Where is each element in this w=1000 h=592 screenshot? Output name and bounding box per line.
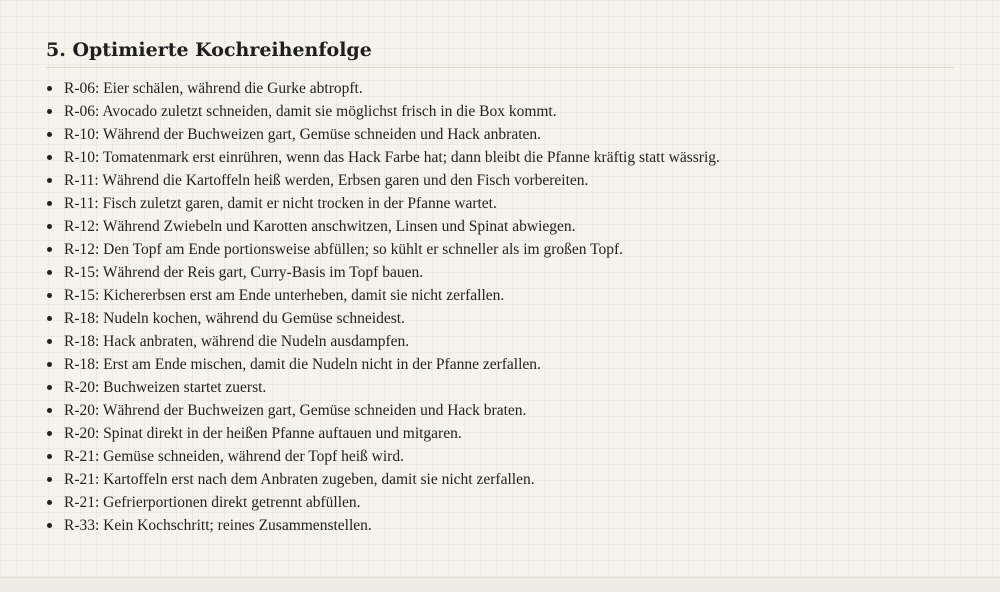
list-item xyxy=(46,284,954,307)
bullet-icon xyxy=(47,293,52,298)
list-item xyxy=(46,445,954,468)
step-text: R-18: Nudeln kochen, während du Gemüse schneidest. xyxy=(64,310,405,327)
list-item xyxy=(46,468,954,491)
bullet-icon xyxy=(47,316,52,321)
step-text: R-11: Fisch zuletzt garen, damit er nicht trocken in der Pfanne wartet. xyxy=(64,195,497,212)
step-text: R-20: Spinat direkt in der heißen Pfanne auftauen und mitgaren. xyxy=(64,425,462,442)
bullet-icon xyxy=(47,362,52,367)
bullet-icon xyxy=(47,454,52,459)
bullet-icon xyxy=(47,224,52,229)
list-item xyxy=(46,514,954,537)
step-text: R-10: Tomatenmark erst einrühren, wenn das Hack Farbe hat; dann bleibt die Pfanne kräftig statt wässrig. xyxy=(64,149,720,166)
bullet-icon xyxy=(47,155,52,160)
list-item xyxy=(46,422,954,445)
bullet-icon xyxy=(47,86,52,91)
bullet-icon xyxy=(47,270,52,275)
bullet-icon xyxy=(47,500,52,505)
step-text: R-21: Kartoffeln erst nach dem Anbraten zugeben, damit sie nicht zerfallen. xyxy=(64,471,535,488)
step-text: R-21: Gefrierportionen direkt getrennt abfüllen. xyxy=(64,494,361,511)
list-item xyxy=(46,192,954,215)
bullet-icon xyxy=(47,477,52,482)
list-item xyxy=(46,77,954,100)
page-bottom-band xyxy=(0,577,1000,592)
cooking-order-section xyxy=(46,38,954,537)
bullet-icon xyxy=(47,178,52,183)
list-item xyxy=(46,169,954,192)
step-text: R-12: Während Zwiebeln und Karotten anschwitzen, Linsen und Spinat abwiegen. xyxy=(64,218,576,235)
list-item xyxy=(46,123,954,146)
list-item xyxy=(46,100,954,123)
step-text: R-06: Eier schälen, während die Gurke abtropft. xyxy=(64,80,363,97)
list-item xyxy=(46,399,954,422)
list-item xyxy=(46,376,954,399)
list-item xyxy=(46,307,954,330)
bullet-icon xyxy=(47,385,52,390)
list-item xyxy=(46,146,954,169)
step-text: R-10: Während der Buchweizen gart, Gemüse schneiden und Hack anbraten. xyxy=(64,126,542,143)
bullet-icon xyxy=(47,109,52,114)
step-text: R-18: Hack anbraten, während die Nudeln ausdampfen. xyxy=(64,333,410,350)
list-item xyxy=(46,330,954,353)
bullet-icon xyxy=(47,431,52,436)
cooking-steps-list xyxy=(46,77,954,537)
step-text: R-06: Avocado zuletzt schneiden, damit sie möglichst frisch in die Box kommt. xyxy=(64,103,557,120)
step-text: R-20: Buchweizen startet zuerst. xyxy=(64,379,267,396)
bullet-icon xyxy=(47,201,52,206)
list-item xyxy=(46,261,954,284)
bullet-icon xyxy=(47,408,52,413)
list-item xyxy=(46,353,954,376)
list-item xyxy=(46,215,954,238)
bullet-icon xyxy=(47,132,52,137)
step-text: R-20: Während der Buchweizen gart, Gemüse schneiden und Hack braten. xyxy=(64,402,527,419)
step-text: R-15: Kichererbsen erst am Ende unterheben, damit sie nicht zerfallen. xyxy=(64,287,505,304)
bullet-icon xyxy=(47,247,52,252)
bullet-icon xyxy=(47,523,52,528)
list-item xyxy=(46,491,954,514)
step-text: R-21: Gemüse schneiden, während der Topf heiß wird. xyxy=(64,448,404,465)
list-item xyxy=(46,238,954,261)
step-text: R-15: Während der Reis gart, Curry-Basis im Topf bauen. xyxy=(64,264,424,281)
step-text: R-18: Erst am Ende mischen, damit die Nudeln nicht in der Pfanne zerfallen. xyxy=(64,356,541,373)
step-text: R-12: Den Topf am Ende portionsweise abfüllen; so kühlt er schneller als im großen Topf. xyxy=(64,241,624,258)
bullet-icon xyxy=(47,339,52,344)
step-text: R-33: Kein Kochschritt; reines Zusammenstellen. xyxy=(64,517,372,534)
step-text: R-11: Während die Kartoffeln heiß werden, Erbsen garen und den Fisch vorbereiten. xyxy=(64,172,589,189)
section-heading: 5. Optimierte Kochreihenfolge xyxy=(46,38,954,68)
